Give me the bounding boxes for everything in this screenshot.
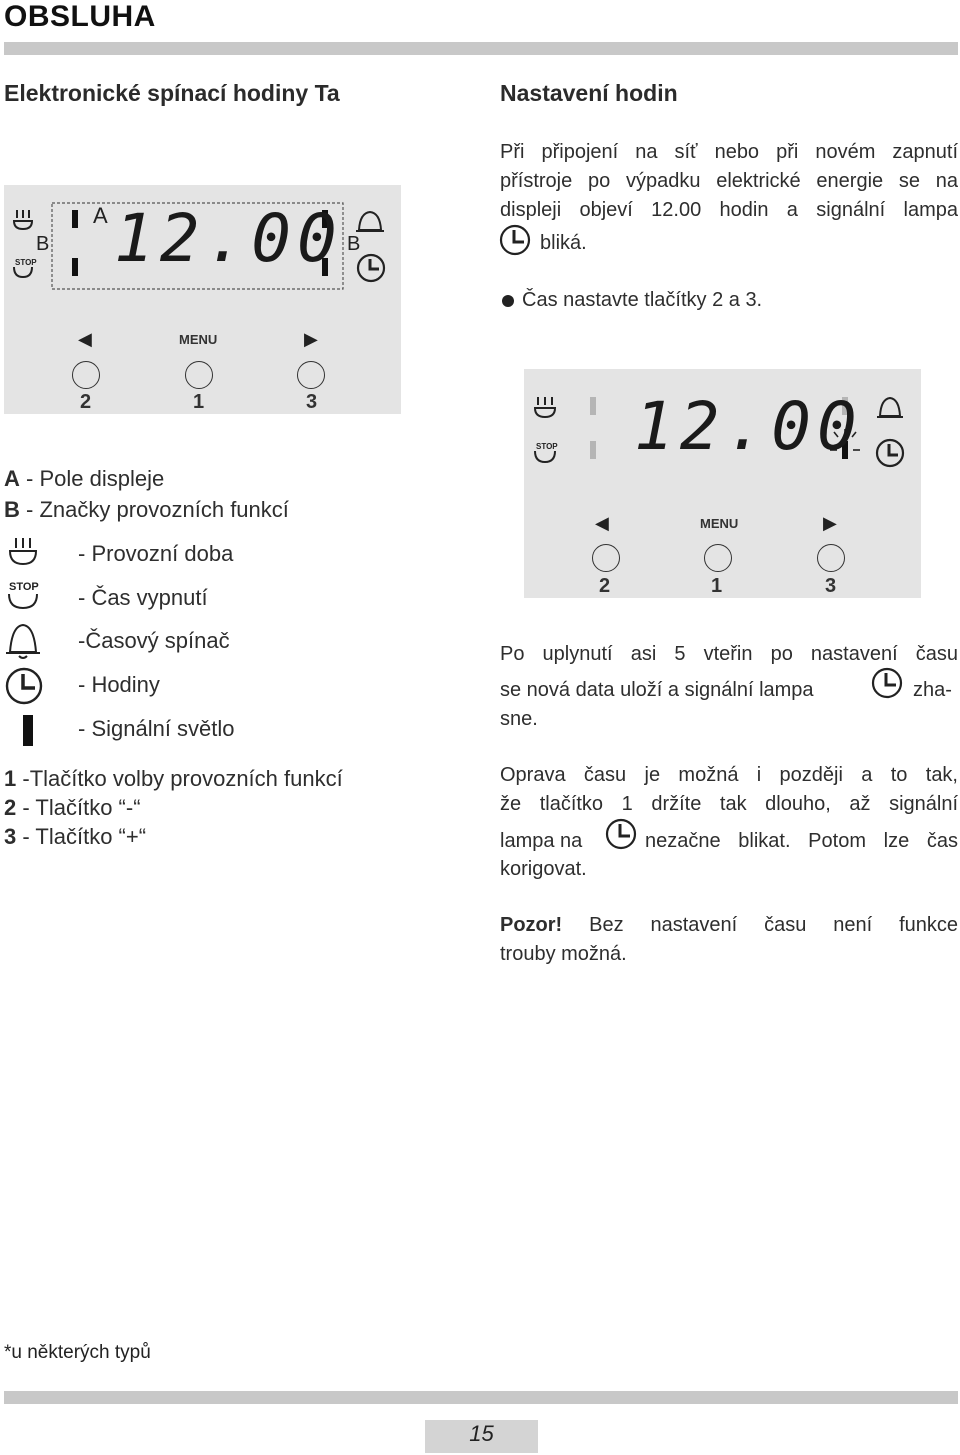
p4-line-2: trouby možná.: [500, 943, 627, 965]
legend-button-3: [4, 824, 146, 850]
button-2[interactable]: [72, 361, 100, 389]
legend-signal-light: - Signální světlo: [78, 716, 235, 741]
stop-time-icon: [4, 578, 48, 618]
button-2[interactable]: [592, 544, 620, 572]
signal-light-bar-left-bottom: [590, 441, 596, 459]
legend-stop-time: - Čas vypnutí: [78, 585, 208, 610]
right-arrow-icon: ▶: [823, 513, 837, 533]
svg-text:STOP: STOP: [15, 258, 37, 267]
clock-icon: [358, 255, 384, 281]
display-digits: 12.00: [114, 200, 343, 277]
signal-light-bar-left-top: [72, 210, 78, 228]
legend-button-1-key: 1: [4, 766, 17, 791]
left-arrow-icon: ◀: [78, 329, 92, 349]
legend-b: [4, 497, 289, 523]
p3-line-2: že tlačítko 1 držíte tak dlouho, až signální: [500, 793, 958, 815]
bell-icon: [4, 620, 48, 662]
clock-icon: [604, 818, 640, 850]
menu-label: MENU: [700, 516, 739, 531]
p1-line-3: displeji objeví 12.00 hodin a signální lampa: [500, 199, 958, 221]
p3-line-3b: nezačne blikat. Potom lze čas: [645, 830, 958, 852]
svg-text:STOP: STOP: [9, 581, 39, 593]
operating-time-icon: [14, 210, 32, 229]
p3-line-3a: lampa na: [500, 830, 583, 852]
legend-b-key: B: [4, 497, 20, 522]
footnote: *u některých typů: [4, 1342, 151, 1363]
clock-icon: [870, 667, 906, 699]
bullet-dot: [502, 295, 514, 307]
clock-icon: [498, 224, 534, 256]
button-1-label: 1: [711, 575, 723, 597]
control-panel-diagram: [4, 185, 401, 414]
p2-line-2b: zha-: [913, 679, 952, 701]
p2-line-1: Po uplynutí asi 5 vteřin po nastavení času: [500, 643, 958, 665]
footer-divider-bar: [4, 1391, 958, 1404]
operating-time-icon: [535, 397, 555, 417]
p1-line-1: Při připojení na síť nebo při novém zapnutí: [500, 141, 958, 163]
stop-time-icon: [535, 442, 558, 462]
label-b-left: B: [36, 233, 50, 255]
legend-button-3-key: 3: [4, 824, 17, 849]
legend-operating-time: - Provozní doba: [78, 541, 234, 566]
button-3-label: 3: [306, 391, 318, 413]
operating-time-icon: [4, 534, 48, 574]
legend-button-2-key: 2: [4, 795, 17, 820]
header-divider-bar: [4, 42, 958, 55]
control-panel-diagram-blinking: [524, 369, 921, 598]
p4-bold: Pozor!: [500, 914, 563, 936]
button-1-label: 1: [193, 391, 205, 413]
legend-button-1: [4, 766, 343, 792]
p2-line-2a: se nová data uloží a signální lampa: [500, 679, 814, 701]
p1-end: bliká.: [540, 232, 587, 254]
signal-light-bar-left-top: [590, 397, 596, 415]
legend-button-2-text: - Tlačítko “-“: [16, 795, 141, 820]
button-2-label: 2: [599, 575, 611, 597]
right-arrow-icon: ▶: [304, 329, 318, 349]
p1-line-2: přístroje po výpadku elektrické energie se na: [500, 170, 958, 192]
button-1[interactable]: [704, 544, 732, 572]
label-a: A: [93, 203, 108, 228]
legend-button-3-text: - Tlačítko “+“: [16, 824, 147, 849]
p2-line-3: sne.: [500, 708, 538, 730]
button-3[interactable]: [817, 544, 845, 572]
left-arrow-icon: ◀: [595, 513, 609, 533]
clock-icon: [877, 440, 903, 466]
bullet-text: Čas nastavte tlačítky 2 a 3.: [522, 289, 763, 311]
signal-light-icon: [23, 715, 33, 746]
paragraph-1: [500, 138, 958, 225]
clock-icon: [4, 665, 48, 707]
legend-b-text: - Značky provozních funkcí: [19, 497, 289, 522]
p3-line-4: korigovat.: [500, 858, 587, 880]
left-heading: Elektronické spínací hodiny Ta: [4, 80, 340, 106]
right-heading: Nastavení hodin: [500, 80, 678, 106]
page-title: OBSLUHA: [4, 0, 156, 33]
legend-a-key: A: [4, 466, 20, 491]
signal-light-bar-left-bottom: [72, 258, 78, 276]
legend-timer: -Časový spínač: [78, 628, 230, 653]
button-3[interactable]: [297, 361, 325, 389]
stop-time-icon: [14, 258, 37, 277]
p4-line-1: [500, 911, 958, 940]
page-number: 15: [469, 1421, 494, 1446]
legend-button-2: [4, 795, 141, 821]
button-1[interactable]: [185, 361, 213, 389]
button-3-label: 3: [825, 575, 837, 597]
label-b-right: B: [347, 233, 361, 255]
bell-icon: [356, 212, 384, 231]
legend-a: [4, 466, 164, 492]
display-digits: 12.00: [634, 388, 863, 465]
svg-text:STOP: STOP: [536, 442, 558, 451]
p3-line-1: Oprava času je možná i později a to tak,: [500, 764, 958, 786]
legend-a-text: - Pole displeje: [19, 466, 165, 491]
menu-label: MENU: [179, 332, 218, 347]
bell-icon: [877, 398, 903, 417]
p4-rest: Bez nastavení času není funkce: [562, 914, 958, 936]
legend-clock: - Hodiny: [78, 672, 160, 697]
button-2-label: 2: [80, 391, 92, 413]
legend-button-1-text: -Tlačítko volby provozních funkcí: [16, 766, 343, 791]
